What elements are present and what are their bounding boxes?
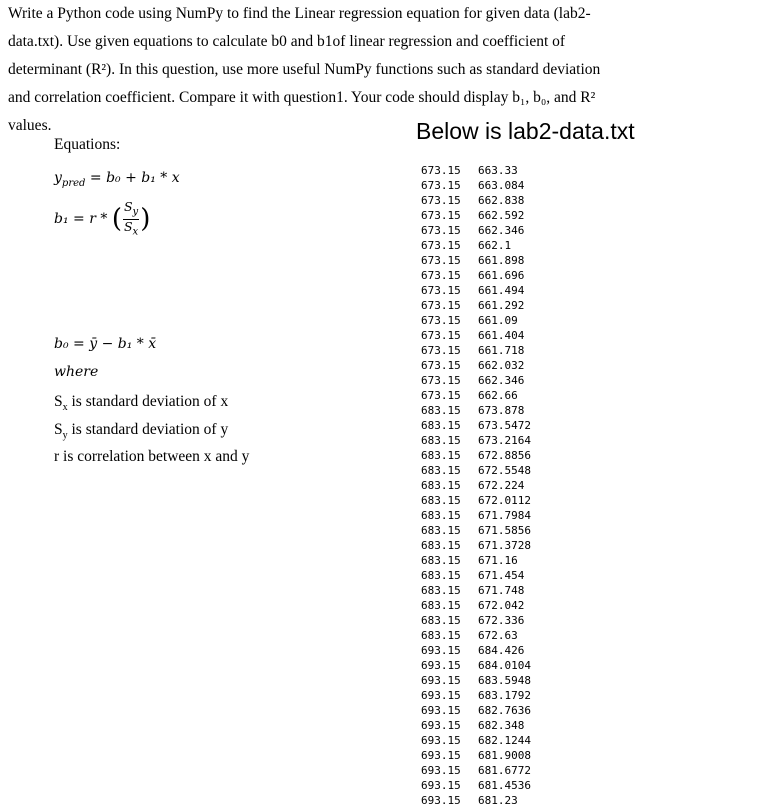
data-x-value: 683.15 (421, 464, 461, 477)
data-x-value: 693.15 (421, 704, 461, 717)
data-x-value: 673.15 (421, 179, 461, 192)
data-y-value: 672.63 (478, 629, 518, 642)
right-paren: ) (140, 204, 151, 234)
data-row (421, 418, 531, 433)
definition-sx: $S_x$ is standard deviation of x (54, 393, 229, 414)
data-y-value: 661.898 (478, 254, 525, 267)
data-y-value: 683.1792 (478, 689, 531, 702)
data-x-value: 683.15 (421, 599, 461, 612)
data-row (421, 598, 531, 613)
data-row (421, 253, 531, 268)
data-row (421, 328, 531, 343)
data-y-value: 671.454 (478, 569, 525, 582)
data-row (421, 778, 531, 793)
data-y-value: 663.33 (478, 164, 518, 177)
data-row (421, 223, 531, 238)
data-row (421, 583, 531, 598)
data-y-value: 681.4536 (478, 779, 531, 792)
data-y-value: 662.346 (478, 224, 525, 237)
data-x-value: 673.15 (421, 299, 461, 312)
question-line: Write a Python code using NumPy to find the Linear regression equation for given data (lab2- (8, 5, 591, 22)
data-row (421, 463, 531, 478)
data-y-value: 662.1 (478, 239, 512, 252)
data-y-value: 671.748 (478, 584, 525, 597)
data-x-value: 693.15 (421, 674, 461, 687)
data-y-value: 684.426 (478, 644, 525, 657)
data-x-value: 673.15 (421, 284, 461, 297)
data-row (421, 313, 531, 328)
data-y-value: 681.6772 (478, 764, 531, 777)
data-row (421, 178, 531, 193)
data-x-value: 693.15 (421, 734, 461, 747)
data-y-value: 681.9008 (478, 749, 531, 762)
data-x-value: 683.15 (421, 539, 461, 552)
data-x-value: 673.15 (421, 224, 461, 237)
equations-heading: Equations: (54, 136, 121, 153)
left-paren: ( (111, 204, 122, 234)
data-x-value: 693.15 (421, 644, 461, 657)
data-y-value: 671.3728 (478, 539, 531, 552)
data-row (421, 448, 531, 463)
data-y-value: 672.042 (478, 599, 525, 612)
data-row (421, 553, 531, 568)
data-x-value: 683.15 (421, 434, 461, 447)
data-y-value: 673.5472 (478, 419, 531, 432)
data-row (421, 523, 531, 538)
data-row (421, 298, 531, 313)
data-y-value: 671.7984 (478, 509, 531, 522)
data-y-value: 661.404 (478, 329, 525, 342)
question-line: values. (8, 117, 52, 134)
data-y-value: 672.5548 (478, 464, 531, 477)
data-y-value: 683.5948 (478, 674, 531, 687)
data-row (421, 373, 531, 388)
data-x-value: 693.15 (421, 779, 461, 792)
data-y-value: 672.0112 (478, 494, 531, 507)
data-x-value: 673.15 (421, 359, 461, 372)
data-x-value: 683.15 (421, 404, 461, 417)
data-y-value: 662.838 (478, 194, 525, 207)
data-y-value: 661.696 (478, 269, 525, 282)
data-y-value: 684.0104 (478, 659, 531, 672)
data-file-listing (421, 163, 531, 808)
data-row (421, 268, 531, 283)
data-x-value: 673.15 (421, 329, 461, 342)
data-x-value: 683.15 (421, 614, 461, 627)
data-row (421, 193, 531, 208)
data-row (421, 343, 531, 358)
ypred-lhs: y (54, 170, 62, 186)
data-x-value: 683.15 (421, 509, 461, 522)
data-row (421, 643, 531, 658)
data-y-value: 662.66 (478, 389, 518, 402)
data-row (421, 388, 531, 403)
data-row (421, 763, 531, 778)
data-y-value: 663.084 (478, 179, 525, 192)
b1-lhs: b₁ = r * (54, 211, 112, 227)
data-x-value: 673.15 (421, 389, 461, 402)
data-y-value: 682.1244 (478, 734, 531, 747)
fraction-numerator: $S_y$ (123, 199, 139, 218)
data-y-value: 681.23 (478, 794, 518, 807)
data-row (421, 613, 531, 628)
data-row (421, 688, 531, 703)
data-y-value: 661.09 (478, 314, 518, 327)
data-x-value: 683.15 (421, 584, 461, 597)
data-row (421, 283, 531, 298)
data-row (421, 238, 531, 253)
data-x-value: 673.15 (421, 269, 461, 282)
data-y-value: 672.224 (478, 479, 525, 492)
data-y-value: 661.494 (478, 284, 525, 297)
question-text (8, 0, 748, 140)
data-x-value: 683.15 (421, 479, 461, 492)
data-y-value: 661.292 (478, 299, 525, 312)
data-x-value: 693.15 (421, 689, 461, 702)
data-row (421, 628, 531, 643)
data-row (421, 568, 531, 583)
data-x-value: 673.15 (421, 239, 461, 252)
fraction-denominator: $S_x$ (123, 218, 139, 237)
data-x-value: 693.15 (421, 794, 461, 807)
data-x-value: 693.15 (421, 764, 461, 777)
definition-r: r is correlation between x and y (54, 448, 250, 465)
question-line: and correlation coefficient. Compare it with question1. Your code should display b₁, b₀, and R² (8, 89, 596, 106)
b1-equation (54, 200, 150, 238)
data-row (421, 748, 531, 763)
data-row (421, 358, 531, 373)
data-x-value: 683.15 (421, 419, 461, 432)
data-x-value: 673.15 (421, 374, 461, 387)
data-x-value: 673.15 (421, 209, 461, 222)
data-x-value: 673.15 (421, 164, 461, 177)
data-x-value: 683.15 (421, 569, 461, 582)
where-label: where (54, 364, 99, 380)
data-row (421, 733, 531, 748)
data-x-value: 673.15 (421, 254, 461, 267)
question-line: data.txt). Use given equations to calculate b0 and b1of linear regression and coefficient of (8, 33, 566, 50)
ypred-rhs: = b₀ + b₁ * x (85, 170, 180, 186)
data-row (421, 208, 531, 223)
data-row (421, 673, 531, 688)
data-x-value: 673.15 (421, 194, 461, 207)
data-y-value: 662.346 (478, 374, 525, 387)
data-row (421, 508, 531, 523)
data-y-value: 662.592 (478, 209, 525, 222)
data-file-heading: Below is lab2-data.txt (416, 118, 635, 144)
data-row (421, 793, 531, 808)
data-y-value: 673.2164 (478, 434, 531, 447)
data-x-value: 683.15 (421, 554, 461, 567)
data-y-value: 671.16 (478, 554, 518, 567)
data-y-value: 661.718 (478, 344, 525, 357)
data-row (421, 718, 531, 733)
data-row (421, 163, 531, 178)
data-y-value: 682.7636 (478, 704, 531, 717)
data-x-value: 693.15 (421, 659, 461, 672)
data-row (421, 478, 531, 493)
data-y-value: 673.878 (478, 404, 525, 417)
data-x-value: 683.15 (421, 629, 461, 642)
data-x-value: 683.15 (421, 524, 461, 537)
data-row (421, 493, 531, 508)
data-row (421, 658, 531, 673)
data-y-value: 672.8856 (478, 449, 531, 462)
data-row (421, 433, 531, 448)
data-y-value: 662.032 (478, 359, 525, 372)
question-line: determinant (R²). In this question, use more useful NumPy functions such as standard deviation (8, 61, 601, 78)
sy-over-sx-fraction (123, 200, 139, 238)
b0-equation: b₀ = ȳ − b₁ * x̄ (54, 336, 157, 352)
data-row (421, 703, 531, 718)
data-x-value: 693.15 (421, 719, 461, 732)
data-x-value: 673.15 (421, 314, 461, 327)
data-x-value: 683.15 (421, 449, 461, 462)
ypred-equation (54, 170, 180, 189)
ypred-sub: pred (61, 177, 86, 189)
data-y-value: 671.5856 (478, 524, 531, 537)
data-y-value: 672.336 (478, 614, 525, 627)
data-x-value: 673.15 (421, 344, 461, 357)
data-row (421, 403, 531, 418)
data-x-value: 683.15 (421, 494, 461, 507)
data-row (421, 538, 531, 553)
data-y-value: 682.348 (478, 719, 525, 732)
data-x-value: 693.15 (421, 749, 461, 762)
definition-sy: $S_y$ is standard deviation of y (54, 421, 229, 442)
